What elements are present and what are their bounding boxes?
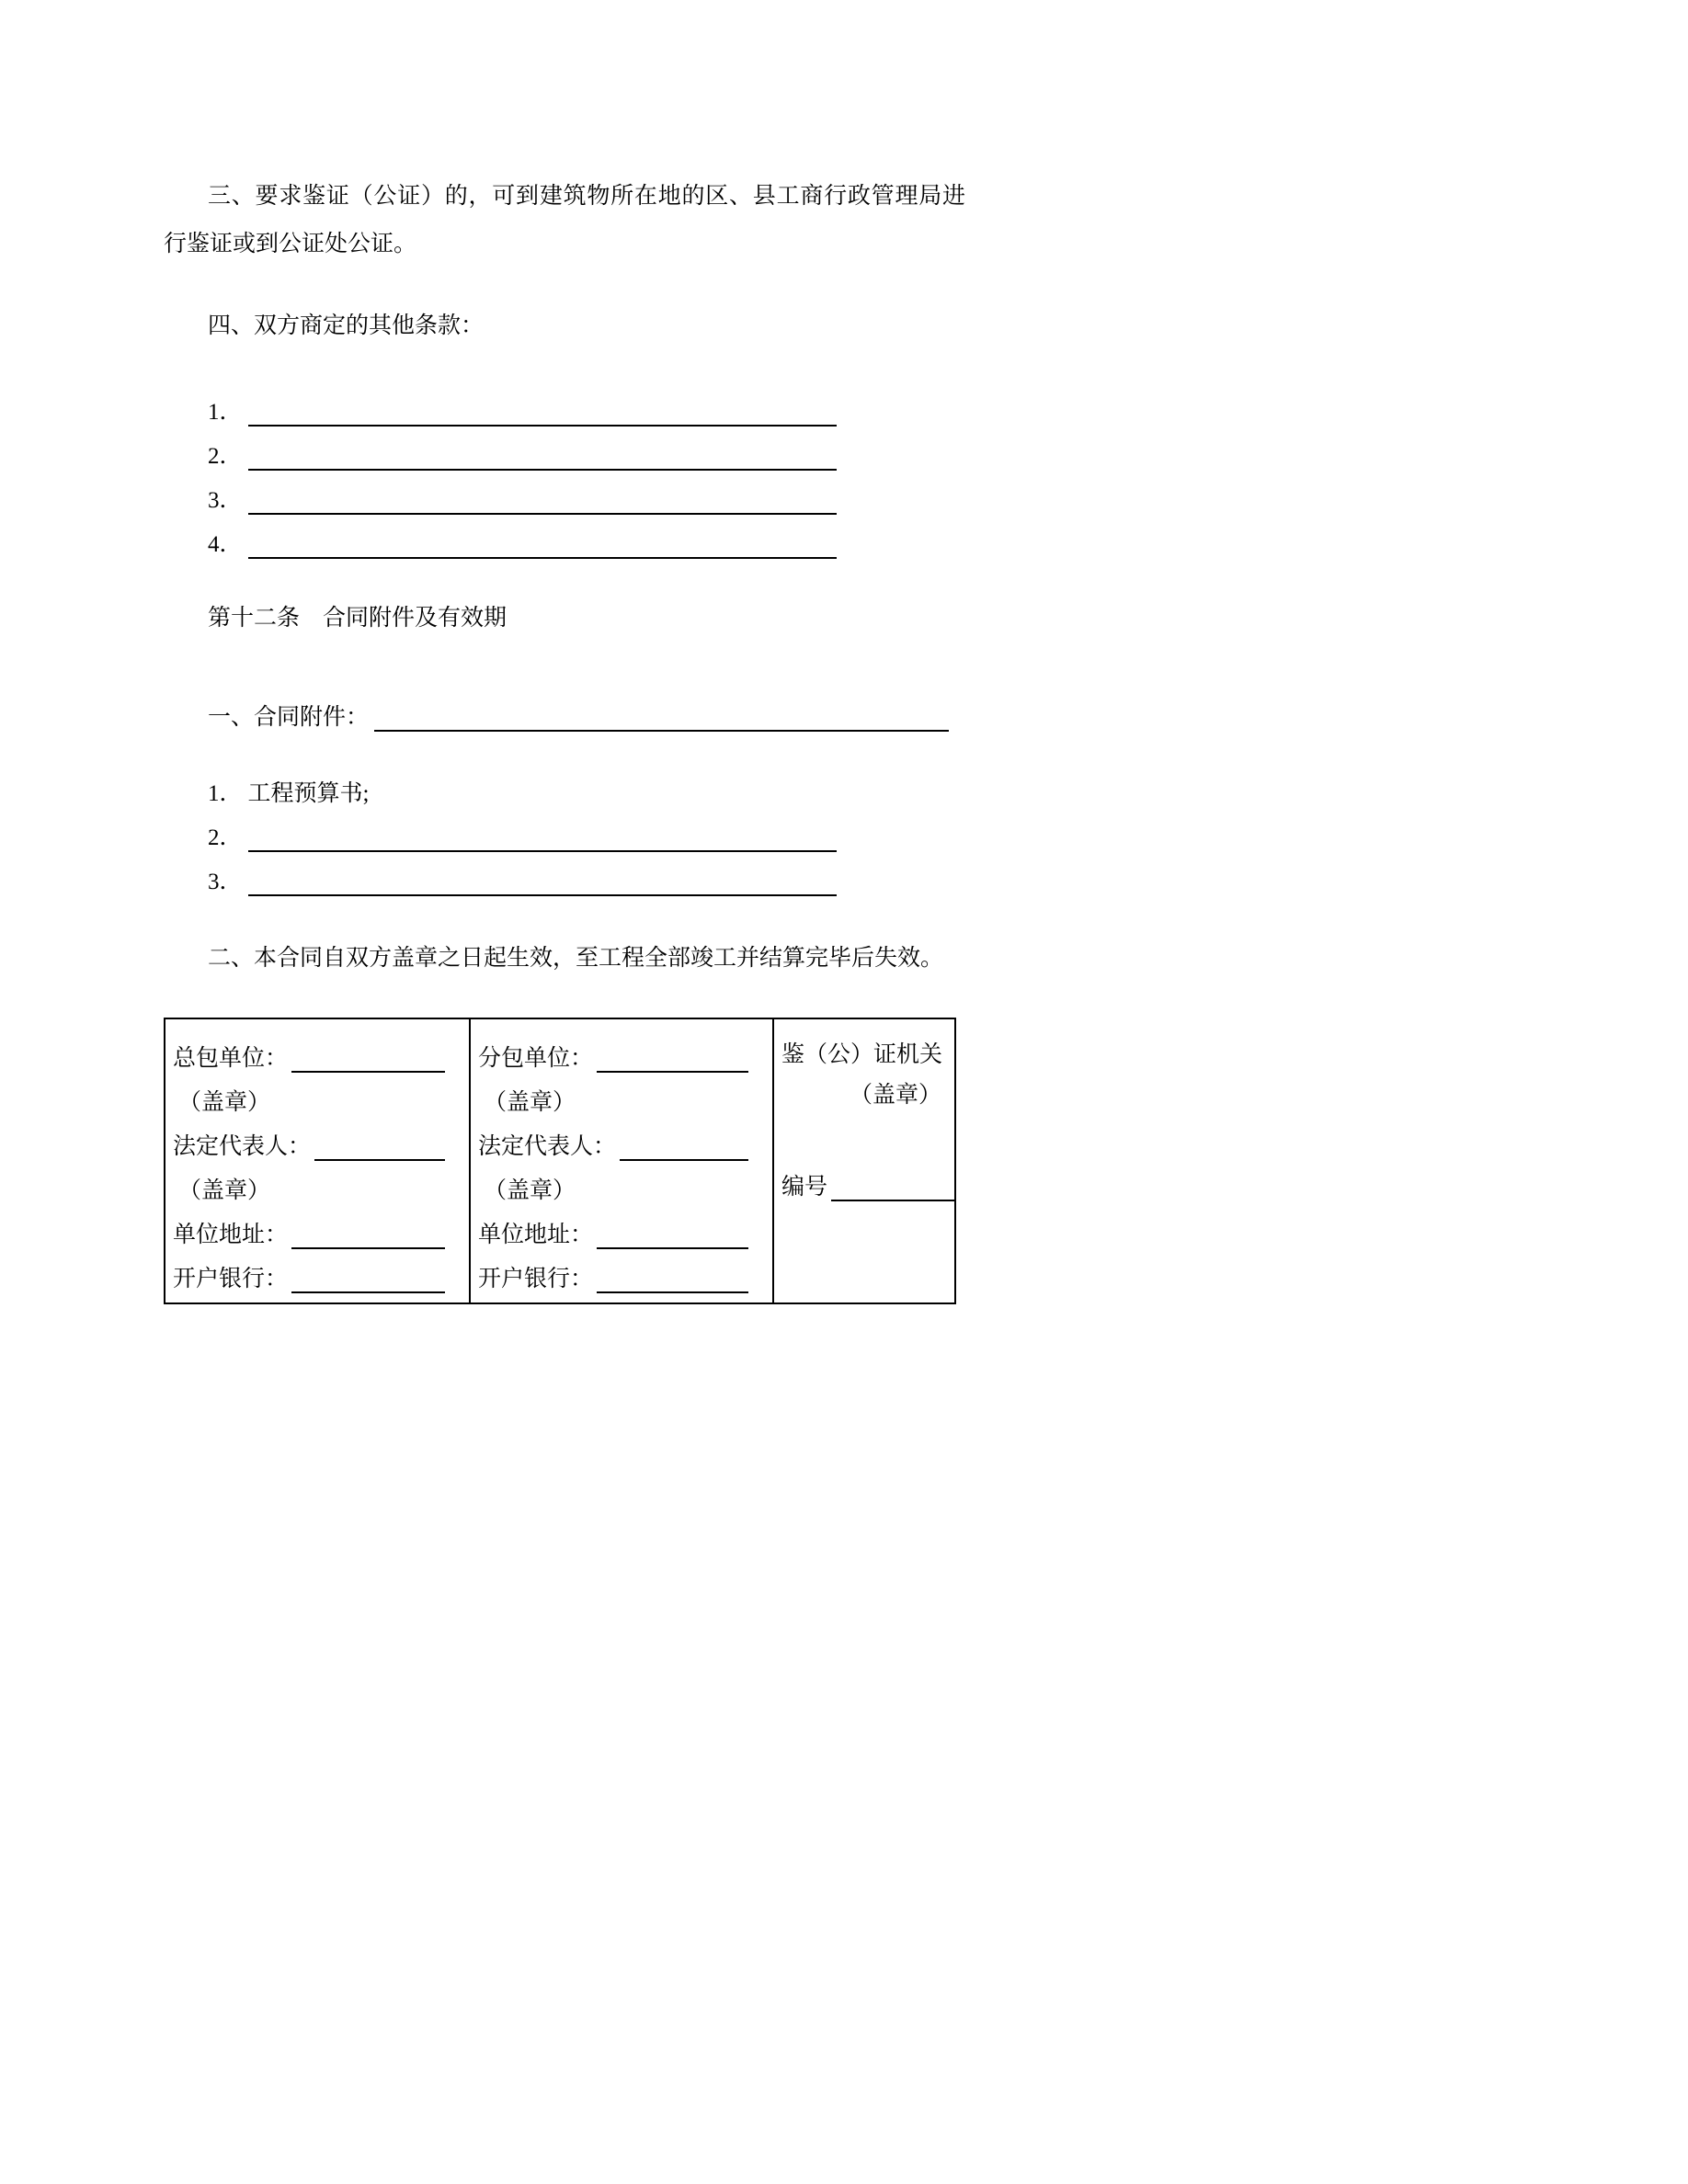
seal-label: （盖章） [178, 1090, 271, 1115]
other-terms-heading: 四、双方商定的其他条款： [208, 313, 485, 338]
attachments-label: 一、合同附件： [208, 705, 370, 730]
seal-label: （盖章） [178, 1178, 271, 1203]
blank-line [291, 1218, 445, 1249]
seal-line [478, 1073, 765, 1117]
blank-line [248, 393, 837, 427]
notary-title-line [781, 1029, 954, 1069]
blank-line [597, 1262, 748, 1293]
blank-line [248, 863, 837, 896]
other-terms-item-3 [164, 471, 965, 515]
seal-label: （盖章） [484, 1178, 576, 1203]
seal-label: （盖章） [849, 1083, 941, 1108]
representative-line [478, 1117, 765, 1161]
unit-label: 总包单位： [173, 1046, 289, 1071]
blank-line [831, 1170, 954, 1201]
blank-line [248, 526, 837, 559]
unit-line [478, 1029, 765, 1073]
unit-line [173, 1029, 462, 1073]
item-number: 3． [208, 488, 243, 513]
representative-label: 法定代表人： [478, 1134, 617, 1159]
item-number: 2． [208, 825, 243, 850]
attachment-item-3 [164, 852, 965, 896]
item-number: 2． [208, 444, 243, 469]
other-terms-blank-list [164, 382, 965, 559]
blank-line [597, 1041, 748, 1073]
seal-label: （盖章） [484, 1090, 576, 1115]
notary-clause-paragraph: 三、要求鉴证（公证）的，可到建筑物所在地的区、县工商行政管理局进行鉴证或到公证处公证。 [164, 184, 965, 256]
article-12-heading: 第十二条 合同附件及有效期 [208, 606, 508, 631]
number-label: 编号 [781, 1175, 828, 1200]
document-content [164, 0, 965, 1304]
bank-label: 开户银行： [173, 1267, 289, 1291]
unit-label: 分包单位： [478, 1046, 594, 1071]
representative-label: 法定代表人： [173, 1134, 312, 1159]
address-label: 单位地址： [173, 1223, 289, 1247]
other-terms-item-1 [164, 382, 965, 427]
item-number: 3． [208, 870, 243, 894]
blank-line [248, 438, 837, 471]
item-number: 4． [208, 532, 243, 557]
seal-line [478, 1161, 765, 1205]
blank-line [374, 699, 949, 732]
blank-line [314, 1130, 445, 1161]
attachment-text: 工程预算书; [247, 781, 370, 806]
seal-line [781, 1069, 954, 1109]
other-terms-item-4 [164, 515, 965, 559]
signature-table [164, 1018, 956, 1304]
bank-label: 开户银行： [478, 1267, 594, 1291]
seal-line [173, 1073, 462, 1117]
item-number: 1． [208, 400, 243, 425]
attachment-item-1 [164, 764, 965, 808]
subcontractor-cell [471, 1019, 774, 1302]
notary-office-cell [774, 1019, 954, 1302]
address-line [478, 1205, 765, 1249]
blank-line [248, 819, 837, 852]
blank-line [620, 1130, 748, 1161]
effective-clause-paragraph: 二、本合同自双方盖章之日起生效，至工程全部竣工并结算完毕后失效。 [208, 946, 944, 971]
attachments-label-line [164, 688, 965, 732]
attachment-item-2 [164, 808, 965, 852]
blank-line [291, 1041, 445, 1073]
general-contractor-cell [165, 1019, 471, 1302]
seal-line [173, 1161, 462, 1205]
bank-line [173, 1249, 462, 1293]
bank-line [478, 1249, 765, 1293]
blank-line [597, 1218, 748, 1249]
other-terms-item-2 [164, 427, 965, 471]
address-label: 单位地址： [478, 1223, 594, 1247]
item-number: 1． [208, 781, 243, 806]
notary-office-label: 鉴（公）证机关 [781, 1042, 943, 1067]
representative-line [173, 1117, 462, 1161]
attachments-list [164, 764, 965, 896]
address-line [173, 1205, 462, 1249]
blank-line [248, 482, 837, 515]
blank-line [291, 1262, 445, 1293]
notary-number-line [781, 1157, 954, 1201]
